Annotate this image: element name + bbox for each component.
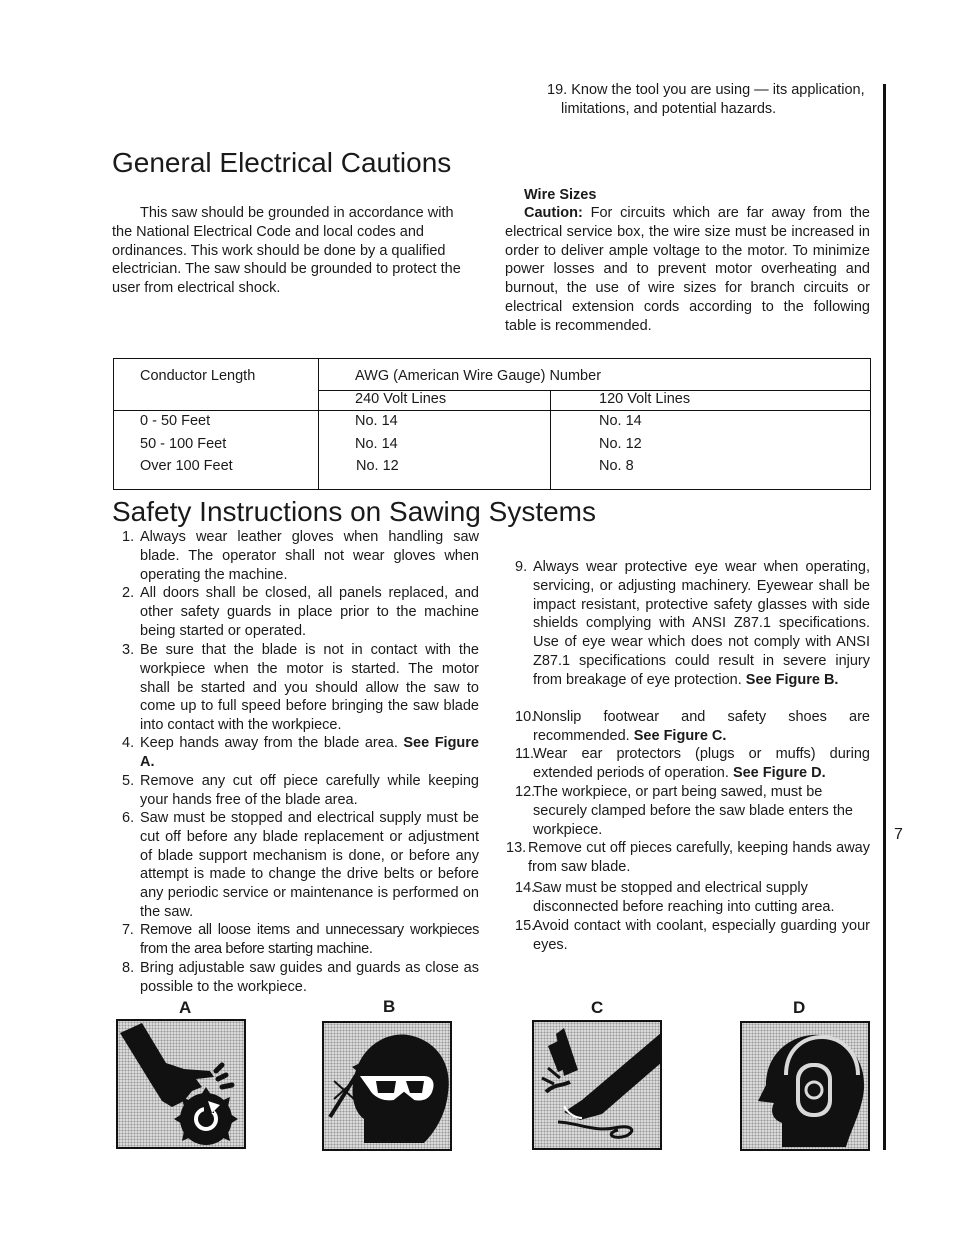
page-number: 7 bbox=[894, 826, 903, 843]
list-item-number: 9. bbox=[515, 559, 528, 575]
margin-rule bbox=[883, 84, 886, 1150]
table-header-120: 120 Volt Lines bbox=[599, 391, 691, 407]
figure-label-b: B bbox=[383, 997, 396, 1016]
list-item-text: Remove any cut off piece carefully while keeping your hands free of the blade area. bbox=[140, 773, 479, 808]
wire-caution-paragraph bbox=[505, 204, 870, 336]
figure-reference: See Figure C. bbox=[633, 727, 727, 744]
list-item-number: 6. bbox=[122, 810, 135, 826]
list-item-text: Remove all loose items and unnecessary workpieces from the area before starting machine. bbox=[140, 922, 479, 957]
list-item-text: All doors shall be closed, all panels replaced, and other safety guards in place prior to the machine being started or operated. bbox=[140, 585, 479, 639]
table-cell-length: 0 - 50 Feet bbox=[140, 413, 211, 429]
list-item bbox=[122, 584, 479, 640]
list-item-text: Always wear protective eye wear when operating, servicing, or adjusting machinery. Eyewear shall be impact resistant, protective safety glasses with side shields complying with ANSI Z87.1 specifications. Use of eye wear which does not comply with ANSI Z87.1 specifications could result in severe injury from breakage of eye protection. bbox=[533, 559, 870, 688]
list-item-number: 4. bbox=[122, 735, 135, 751]
list-item-19 bbox=[547, 81, 887, 119]
table-cell-240: No. 12 bbox=[356, 458, 399, 474]
table-cell-length: 50 - 100 Feet bbox=[140, 436, 227, 452]
list-item bbox=[122, 734, 479, 772]
caution-label: Caution: bbox=[524, 205, 583, 221]
list-item-number: 1. bbox=[122, 529, 135, 545]
table-cell-120: No. 8 bbox=[599, 458, 634, 474]
safety-glasses-icon bbox=[322, 1021, 452, 1151]
list-item bbox=[515, 917, 870, 955]
list-item-text: Nonslip footwear and safety shoes are recommended. bbox=[533, 709, 870, 744]
list-item bbox=[515, 708, 870, 746]
list-item bbox=[515, 558, 870, 690]
table-cell-length: Over 100 Feet bbox=[140, 458, 233, 474]
list-item bbox=[122, 772, 479, 810]
list-item-text: The workpiece, or part being sawed, must be securely clamped before the saw blade enters the workpiece. bbox=[533, 784, 853, 838]
list-item-text: Keep hands away from the blade area. bbox=[140, 735, 398, 751]
hand-near-blade-icon bbox=[116, 1019, 246, 1149]
slip-hazard-icon bbox=[532, 1020, 662, 1150]
wire-size-table bbox=[113, 358, 871, 490]
figure-reference: See Figure B. bbox=[745, 671, 839, 688]
list-item-text: Wear ear protectors (plugs or muffs) during extended periods of operation. bbox=[533, 746, 870, 781]
list-item-text: Know the tool you are using — its application, bbox=[571, 82, 865, 98]
figure-reference: See Figure A. bbox=[140, 735, 479, 770]
figure-label-d: D bbox=[793, 998, 806, 1017]
list-item bbox=[515, 879, 870, 917]
caution-text: For circuits which are far away from the electrical service box, the wire size must be increased in order to deliver ample voltage to the motor. To minimize power losses and to prevent motor overheating and burnout, the use of wire sizes for branch circuits or electrical extension cords according to the following table is recommended. bbox=[505, 205, 870, 334]
list-item-text: Saw must be stopped and electrical supply must be cut off before any blade replacement or adjustment of blade support mechanism is done, or before any attempt is made to change the drive belts or before any periodic service or maintenance is performed on the saw. bbox=[140, 810, 479, 920]
section-title-general: General Electrical Cautions bbox=[112, 147, 452, 178]
table-header-awg: AWG (American Wire Gauge) Number bbox=[355, 368, 602, 384]
list-item-number: 5. bbox=[122, 773, 135, 789]
ear-protection-icon bbox=[740, 1021, 870, 1151]
general-paragraph: This saw should be grounded in accordance with the National Electrical Code and local codes and ordinances. This work should be done by a qualified electrician. The saw should be grounded to protect the user from electrical shock. bbox=[112, 205, 461, 297]
list-item-number: 2. bbox=[122, 585, 135, 601]
list-item-number: 11. bbox=[515, 746, 535, 762]
list-item-number: 19. bbox=[547, 82, 568, 98]
list-item bbox=[122, 641, 479, 735]
table-cell-120: No. 12 bbox=[599, 436, 642, 452]
list-item bbox=[122, 809, 479, 922]
list-item-text: Remove cut off pieces carefully, keeping hands away from saw blade. bbox=[528, 840, 870, 875]
list-item bbox=[515, 783, 855, 839]
list-item bbox=[122, 921, 479, 959]
figure-label-c: C bbox=[591, 998, 604, 1017]
list-item-number: 10. bbox=[515, 709, 536, 725]
list-item-number: 8. bbox=[122, 960, 135, 976]
wire-sizes-heading: Wire Sizes bbox=[524, 187, 597, 203]
table-header-240: 240 Volt Lines bbox=[355, 391, 447, 407]
list-item bbox=[515, 745, 870, 783]
list-item-number: 7. bbox=[122, 922, 134, 938]
table-cell-120: No. 14 bbox=[599, 413, 642, 429]
list-item-number: 3. bbox=[122, 642, 135, 658]
table-cell-240: No. 14 bbox=[355, 413, 398, 429]
section-title-safety: Safety Instructions on Sawing Systems bbox=[112, 496, 596, 527]
list-item bbox=[122, 959, 479, 997]
table-header-length: Conductor Length bbox=[140, 368, 256, 384]
list-item-number: 13. bbox=[506, 840, 527, 856]
list-item-text: Be sure that the blade is not in contact with the workpiece when the motor is started. The motor shall be started and you should allow the saw to come up to full speed before bringing the saw blade into contact with the workpiece. bbox=[140, 642, 479, 734]
table-cell-240: No. 14 bbox=[355, 436, 398, 452]
figure-label-a: A bbox=[179, 998, 192, 1017]
list-item-number: 15. bbox=[515, 918, 536, 934]
list-item-text: Bring adjustable saw guides and guards as close as possible to the workpiece. bbox=[140, 960, 479, 995]
list-item bbox=[506, 839, 870, 877]
figure-reference: See Figure D. bbox=[732, 764, 826, 781]
list-item bbox=[122, 528, 479, 584]
list-item-text: Avoid contact with coolant, especially guarding your eyes. bbox=[533, 918, 870, 953]
list-item-text: Saw must be stopped and electrical supply disconnected before reaching into cutting area. bbox=[533, 880, 835, 915]
list-item-number: 12. bbox=[515, 784, 536, 800]
list-item-text: Always wear leather gloves when handling saw blade. The operator shall not wear gloves when operating the machine. bbox=[140, 529, 479, 583]
list-item-text-continued: limitations, and potential hazards. bbox=[561, 100, 777, 117]
list-item-number: 14. bbox=[515, 880, 536, 896]
